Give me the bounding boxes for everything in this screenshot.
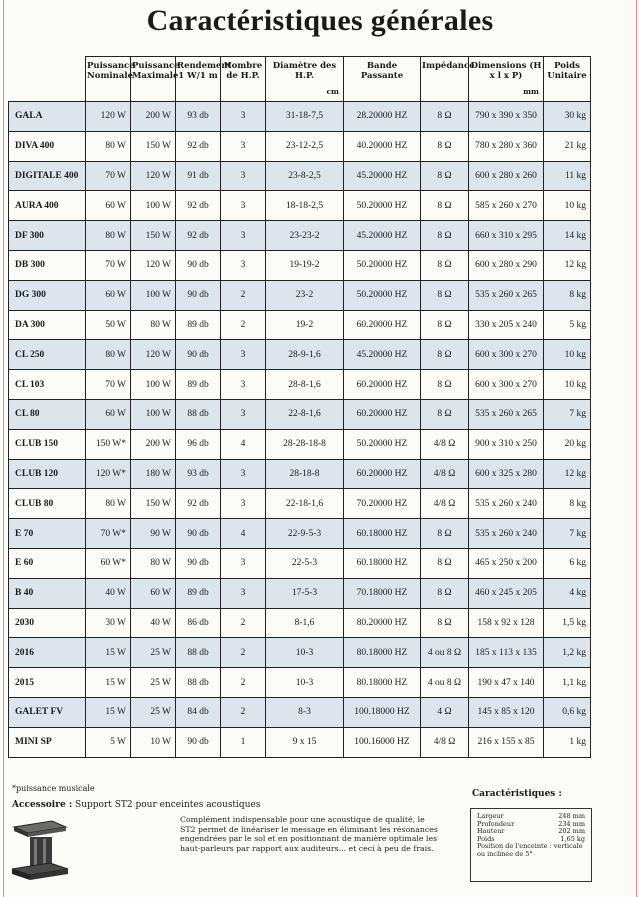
cell-name: MINI SP [9,727,86,757]
cell-dim: 790 x 390 x 350 [469,102,544,132]
cell-imp: 8 Ω [421,399,469,429]
cell-nb: 3 [221,191,266,221]
cell-diam: 28-18-8 [266,459,344,489]
cell-poids: 7 kg [544,399,591,429]
cell-dim: 660 x 310 x 295 [469,221,544,251]
cell-pn: 60 W [86,191,131,221]
cell-name: B 40 [9,578,86,608]
table-row [9,280,591,310]
header-dimensions-unit: mm [523,87,539,96]
header-bande-passante: Bande Passante [344,57,421,102]
cell-bande: 45.20000 HZ [344,221,421,251]
cell-imp: 4/8 Ω [421,459,469,489]
cell-diam: 22-9-5-3 [266,519,344,549]
cell-dim: 535 x 260 x 240 [469,519,544,549]
cell-name: DF 300 [9,221,86,251]
cell-pn: 40 W [86,578,131,608]
cell-rend: 88 db [176,668,221,698]
cell-nb: 3 [221,489,266,519]
cell-rend: 92 db [176,131,221,161]
header-diametre-unit: cm [326,87,339,96]
cell-diam: 19-19-2 [266,250,344,280]
cell-bande: 100.16000 HZ [344,727,421,757]
cell-imp: 4 ou 8 Ω [421,668,469,698]
table-row [9,131,591,161]
cell-nb: 2 [221,668,266,698]
table-row [9,578,591,608]
table-row [9,697,591,727]
table-row [9,459,591,489]
spec-label: Hauteur [477,827,505,836]
speaker-stand-image [10,817,70,883]
accessory-line [12,800,260,810]
cell-imp: 8 Ω [421,608,469,638]
page-title: Caractéristiques générales [146,4,494,37]
cell-dim: 600 x 325 x 280 [469,459,544,489]
table-row [9,340,591,370]
cell-pm: 40 W [131,608,176,638]
table-row [9,608,591,638]
cell-dim: 145 x 85 x 120 [469,697,544,727]
cell-pm: 200 W [131,102,176,132]
specs-box [470,808,592,882]
cell-dim: 535 x 260 x 240 [469,489,544,519]
cell-name: GALA [9,102,86,132]
cell-dim: 190 x 47 x 140 [469,668,544,698]
cell-poids: 14 kg [544,221,591,251]
cell-pm: 180 W [131,459,176,489]
cell-name: E 70 [9,519,86,549]
cell-poids: 11 kg [544,161,591,191]
cell-dim: 216 x 155 x 85 [469,727,544,757]
cell-bande: 80.20000 HZ [344,608,421,638]
table-row [9,399,591,429]
cell-poids: 1,5 kg [544,608,591,638]
cell-imp: 4 Ω [421,697,469,727]
cell-nb: 3 [221,548,266,578]
cell-pn: 80 W [86,489,131,519]
cell-pn: 60 W [86,280,131,310]
cell-diam: 10-3 [266,668,344,698]
cell-bande: 70.20000 HZ [344,489,421,519]
cell-bande: 60.20000 HZ [344,399,421,429]
cell-rend: 92 db [176,489,221,519]
cell-nb: 3 [221,250,266,280]
spec-value: 1,65 kg [560,834,585,843]
cell-pm: 120 W [131,250,176,280]
cell-pm: 120 W [131,340,176,370]
cell-rend: 96 db [176,429,221,459]
cell-name: AURA 400 [9,191,86,221]
cell-pn: 30 W [86,608,131,638]
cell-name: CL 80 [9,399,86,429]
cell-imp: 8 Ω [421,340,469,370]
cell-dim: 535 x 260 x 265 [469,399,544,429]
cell-diam: 28-9-1,6 [266,340,344,370]
cell-name: DB 300 [9,250,86,280]
cell-name: CLUB 150 [9,429,86,459]
cell-imp: 8 Ω [421,250,469,280]
cell-rend: 90 db [176,250,221,280]
cell-imp: 4/8 Ω [421,489,469,519]
cell-pn: 80 W [86,340,131,370]
table-header-row [9,57,591,102]
cell-rend: 90 db [176,280,221,310]
cell-nb: 3 [221,459,266,489]
accessory-text: Support ST2 pour enceintes acoustiques [75,800,261,810]
cell-nb: 3 [221,161,266,191]
cell-poids: 10 kg [544,340,591,370]
cell-bande: 60.18000 HZ [344,519,421,549]
cell-bande: 60.18000 HZ [344,548,421,578]
table-row [9,191,591,221]
cell-diam: 22-5-3 [266,548,344,578]
cell-diam: 23-2 [266,280,344,310]
cell-dim: 330 x 205 x 240 [469,310,544,340]
cell-pn: 15 W [86,638,131,668]
cell-nb: 2 [221,310,266,340]
cell-rend: 89 db [176,370,221,400]
header-poids: Poids Unitaire [544,57,591,102]
cell-poids: 12 kg [544,459,591,489]
cell-rend: 93 db [176,102,221,132]
cell-bande: 70.18000 HZ [344,578,421,608]
cell-pm: 80 W [131,548,176,578]
cell-dim: 600 x 280 x 260 [469,161,544,191]
cell-name: E 60 [9,548,86,578]
cell-bande: 50.20000 HZ [344,250,421,280]
cell-pm: 100 W [131,191,176,221]
cell-poids: 10 kg [544,370,591,400]
cell-imp: 4 ou 8 Ω [421,638,469,668]
header-puissance-nominale: Puissance Nominale [86,57,131,102]
cell-poids: 4 kg [544,578,591,608]
accessory-description: Complément indispensable pour une acoustique de qualité, le ST2 permet de linéariser le message en éliminant les résonances engendrées par le sol et en positionnant de manière optimale les haut-parleurs par rapport aux auditeurs... et ceci à peu de frais. [180,815,438,853]
cell-bande: 60.20000 HZ [344,370,421,400]
cell-dim: 185 x 113 x 135 [469,638,544,668]
header-dimensions [469,57,544,102]
cell-bande: 80.18000 HZ [344,638,421,668]
table-body [9,102,591,758]
cell-imp: 4/8 Ω [421,727,469,757]
table-row [9,221,591,251]
cell-imp: 8 Ω [421,310,469,340]
cell-pn: 120 W [86,102,131,132]
cell-rend: 91 db [176,161,221,191]
cell-dim: 158 x 92 x 128 [469,608,544,638]
cell-dim: 780 x 280 x 360 [469,131,544,161]
cell-poids: 10 kg [544,191,591,221]
cell-name: CL 250 [9,340,86,370]
header-diametre [266,57,344,102]
cell-pn: 70 W [86,250,131,280]
cell-pm: 10 W [131,727,176,757]
cell-bande: 100.18000 HZ [344,697,421,727]
cell-poids: 8 kg [544,489,591,519]
cell-nb: 3 [221,102,266,132]
cell-nb: 3 [221,221,266,251]
table-row [9,429,591,459]
cell-dim: 600 x 300 x 270 [469,370,544,400]
cell-nb: 3 [221,131,266,161]
cell-dim: 535 x 260 x 265 [469,280,544,310]
table-row [9,102,591,132]
cell-imp: 8 Ω [421,280,469,310]
cell-bande: 80.18000 HZ [344,668,421,698]
cell-rend: 92 db [176,221,221,251]
table-row [9,548,591,578]
table-row [9,727,591,757]
header-diametre-label: Diamètre des H.P. [272,61,337,81]
cell-rend: 93 db [176,459,221,489]
cell-poids: 5 kg [544,310,591,340]
cell-dim: 465 x 250 x 200 [469,548,544,578]
header-dimensions-label: Dimensions (H x l x P) [470,61,542,81]
header-rendement: Rendement 1 W/1 m [176,57,221,102]
spec-label: Largeur [477,812,504,820]
cell-pm: 150 W [131,131,176,161]
cell-dim: 600 x 280 x 290 [469,250,544,280]
spec-label: Profondeur [477,819,515,828]
cell-pn: 70 W [86,161,131,191]
accessory-label: Accessoire : [12,800,73,810]
cell-name: DG 300 [9,280,86,310]
cell-poids: 1 kg [544,727,591,757]
cell-rend: 90 db [176,727,221,757]
cell-name: 2015 [9,668,86,698]
cell-imp: 4/8 Ω [421,429,469,459]
cell-rend: 86 db [176,608,221,638]
cell-name: GALET FV [9,697,86,727]
cell-pm: 100 W [131,370,176,400]
cell-imp: 8 Ω [421,161,469,191]
cell-pm: 100 W [131,399,176,429]
cell-nb: 4 [221,429,266,459]
spec-label: Poids [477,834,495,843]
cell-name: CL 103 [9,370,86,400]
table-row [9,519,591,549]
cell-pn: 15 W [86,668,131,698]
cell-bande: 50.20000 HZ [344,280,421,310]
spec-value: 202 mm [558,827,585,836]
cell-bande: 45.20000 HZ [344,340,421,370]
cell-poids: 6 kg [544,548,591,578]
cell-bande: 28.20000 HZ [344,102,421,132]
cell-diam: 23-8-2,5 [266,161,344,191]
table-row [9,161,591,191]
cell-rend: 89 db [176,310,221,340]
cell-nb: 2 [221,697,266,727]
cell-pm: 25 W [131,668,176,698]
footnote-musicale: *puissance musicale [12,784,95,793]
cell-pm: 120 W [131,161,176,191]
cell-pm: 200 W [131,429,176,459]
cell-diam: 28-28-18-8 [266,429,344,459]
cell-diam: 9 x 15 [266,727,344,757]
header-blank [9,57,86,102]
cell-rend: 84 db [176,697,221,727]
cell-poids: 21 kg [544,131,591,161]
cell-pm: 150 W [131,221,176,251]
cell-poids: 20 kg [544,429,591,459]
cell-diam: 18-18-2,5 [266,191,344,221]
table-row [9,638,591,668]
cell-pm: 25 W [131,638,176,668]
table-row [9,370,591,400]
header-nombre-hp: Nombre de H.P. [221,57,266,102]
cell-name: CLUB 80 [9,489,86,519]
header-impedance: Impédance [421,57,469,102]
cell-bande: 50.20000 HZ [344,191,421,221]
table-row [9,489,591,519]
cell-poids: 1,1 kg [544,668,591,698]
cell-rend: 88 db [176,638,221,668]
cell-diam: 17-5-3 [266,578,344,608]
cell-pm: 100 W [131,280,176,310]
cell-pm: 150 W [131,489,176,519]
cell-bande: 50.20000 HZ [344,429,421,459]
cell-bande: 60.20000 HZ [344,459,421,489]
cell-rend: 90 db [176,548,221,578]
cell-pn: 70 W* [86,519,131,549]
cell-nb: 3 [221,399,266,429]
cell-diam: 10-3 [266,638,344,668]
cell-poids: 0,6 kg [544,697,591,727]
cell-rend: 88 db [176,399,221,429]
cell-diam: 31-18-7,5 [266,102,344,132]
cell-pn: 60 W* [86,548,131,578]
cell-name: DIVA 400 [9,131,86,161]
cell-bande: 60.20000 HZ [344,310,421,340]
right-edge-line [636,0,637,897]
cell-poids: 12 kg [544,250,591,280]
specs-heading: Caractéristiques : [472,789,562,799]
spec-value: 234 mm [558,819,585,828]
cell-pn: 120 W* [86,459,131,489]
spec-table [8,56,591,758]
cell-pn: 70 W [86,370,131,400]
left-edge-line [3,0,4,897]
cell-rend: 90 db [176,340,221,370]
table-row [9,250,591,280]
cell-diam: 8-3 [266,697,344,727]
table-row [9,668,591,698]
cell-poids: 1,2 kg [544,638,591,668]
cell-pn: 15 W [86,697,131,727]
cell-pn: 80 W [86,131,131,161]
cell-diam: 23-12-2,5 [266,131,344,161]
cell-nb: 2 [221,280,266,310]
cell-name: 2030 [9,608,86,638]
cell-pn: 60 W [86,399,131,429]
cell-imp: 8 Ω [421,578,469,608]
cell-imp: 8 Ω [421,102,469,132]
cell-rend: 89 db [176,578,221,608]
cell-pn: 5 W [86,727,131,757]
spec-position: Position de l'enceinte : verticale ou inclinée de 5° [477,842,583,858]
cell-diam: 19-2 [266,310,344,340]
cell-nb: 4 [221,519,266,549]
cell-imp: 8 Ω [421,519,469,549]
cell-name: DIGITALE 400 [9,161,86,191]
cell-bande: 40.20000 HZ [344,131,421,161]
cell-nb: 3 [221,578,266,608]
cell-pm: 80 W [131,310,176,340]
cell-pn: 80 W [86,221,131,251]
cell-rend: 92 db [176,191,221,221]
cell-pm: 25 W [131,697,176,727]
cell-pn: 150 W* [86,429,131,459]
cell-imp: 8 Ω [421,131,469,161]
cell-diam: 8-1,6 [266,608,344,638]
cell-poids: 30 kg [544,102,591,132]
cell-poids: 8 kg [544,280,591,310]
cell-name: CLUB 120 [9,459,86,489]
cell-diam: 23-23-2 [266,221,344,251]
cell-diam: 22-8-1,6 [266,399,344,429]
cell-rend: 90 db [176,519,221,549]
cell-dim: 585 x 260 x 270 [469,191,544,221]
cell-pn: 50 W [86,310,131,340]
cell-poids: 7 kg [544,519,591,549]
cell-nb: 2 [221,638,266,668]
cell-name: 2016 [9,638,86,668]
cell-pm: 60 W [131,578,176,608]
cell-name: DA 300 [9,310,86,340]
cell-nb: 2 [221,608,266,638]
cell-diam: 22-18-1,6 [266,489,344,519]
cell-diam: 28-8-1,6 [266,370,344,400]
cell-imp: 8 Ω [421,221,469,251]
cell-dim: 900 x 310 x 250 [469,429,544,459]
cell-pm: 90 W [131,519,176,549]
cell-dim: 460 x 245 x 205 [469,578,544,608]
cell-bande: 45.20000 HZ [344,161,421,191]
cell-imp: 8 Ω [421,548,469,578]
cell-nb: 3 [221,370,266,400]
cell-dim: 600 x 300 x 270 [469,340,544,370]
spec-value: 248 mm [558,812,585,820]
cell-nb: 1 [221,727,266,757]
cell-nb: 3 [221,340,266,370]
table-row [9,310,591,340]
cell-imp: 8 Ω [421,370,469,400]
header-puissance-maximale: Puissance Maximale [131,57,176,102]
cell-imp: 8 Ω [421,191,469,221]
